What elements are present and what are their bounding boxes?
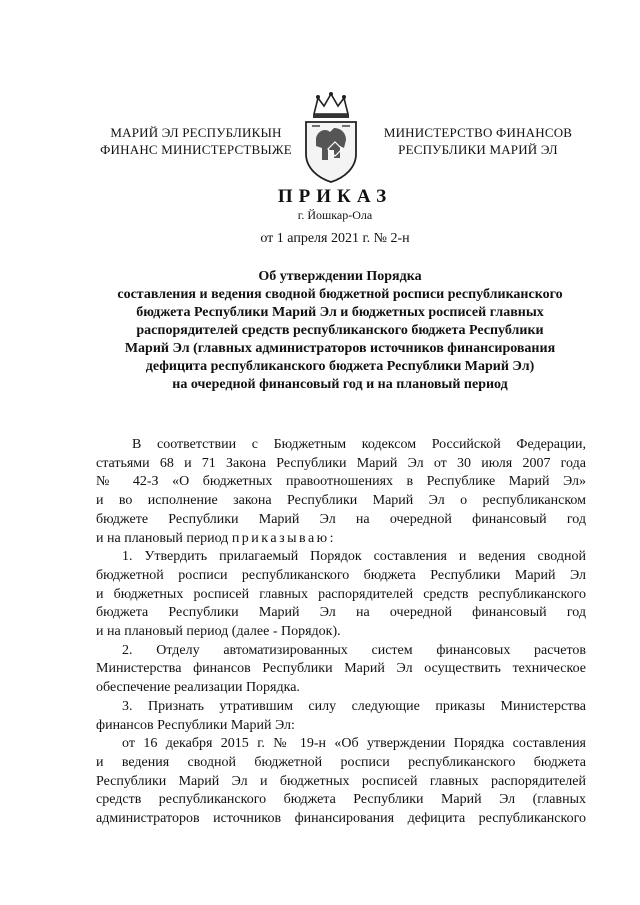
item-3-sub	[96, 735, 586, 829]
header-left-mari	[96, 124, 296, 158]
header-left-line-1: МАРИЙ ЭЛ РЕСПУБЛИКЫН	[110, 125, 282, 140]
subject-line: Марий Эл (главных администраторов источников финансирования	[124, 341, 556, 356]
body-line: обеспечение реализации Порядка.	[96, 680, 300, 696]
subject-line: распорядителей средств республиканского бюджета Республики	[136, 323, 544, 338]
mari-el-coat-of-arms-icon	[300, 92, 362, 184]
body-line: и ведения сводной бюджетной росписи республиканского бюджета	[96, 754, 586, 770]
body-line: № 42-З «О бюджетных правоотношениях в Республике Марий Эл»	[96, 474, 586, 490]
header-right-russian	[378, 124, 578, 158]
body-line: Республики Марий Эл и бюджетных росписей главных распорядителей	[96, 773, 586, 789]
document-title: ПРИКАЗ	[277, 186, 393, 207]
body-line: бюджете Республики Марий Эл на очередной финансовый год	[96, 511, 586, 527]
order-word: приказываю:	[231, 530, 337, 546]
body-line: бюджетной росписи республиканского бюджета Республики Марий Эл	[96, 567, 586, 583]
body-line: от 16 декабря 2015 г. № 19-н «Об утверждении Порядка составления	[122, 736, 586, 752]
body-line: 2. Отделу автоматизированных систем финансовых расчетов	[122, 642, 586, 658]
subject-line: составления и ведения сводной бюджетной росписи республиканского	[117, 287, 563, 302]
header-right-line-2: РЕСПУБЛИКИ МАРИЙ ЭЛ	[398, 142, 558, 157]
body-line: администраторов источников финансирования дефицита республиканского	[96, 811, 586, 827]
item-2	[96, 642, 586, 698]
header-right-line-1: МИНИСТЕРСТВО ФИНАНСОВ	[383, 125, 573, 140]
header-left-line-2: ФИНАНС МИНИСТЕРСТВЫЖЕ	[100, 142, 292, 157]
body-line: бюджета Республики Марий Эл на очередной финансовый год	[96, 605, 586, 621]
subject-line: на очередной финансовый год и на плановый период	[172, 377, 508, 392]
document-date: от 1 апреля 2021 г. № 2-н	[260, 231, 410, 246]
body-line: статьями 68 и 71 Закона Республики Марий Эл от 30 июля 2007 года	[96, 455, 586, 471]
item-1	[96, 548, 586, 642]
body-line: и бюджетных росписей главных распорядителей средств республиканского	[96, 586, 586, 602]
order-body	[96, 436, 586, 829]
item-3	[96, 698, 586, 735]
body-line: и во исполнение закона Республики Марий Эл о республиканском	[96, 493, 586, 509]
document-city: г. Йошкар-Ола	[297, 208, 373, 222]
body-line-last	[96, 530, 586, 549]
body-line: 3. Признать утратившим силу следующие приказы Министерства	[122, 698, 586, 714]
preamble	[96, 436, 586, 548]
order-subject	[80, 268, 600, 394]
preamble-end: и на плановый период	[96, 530, 229, 546]
subject-line: дефицита республиканского бюджета Республики Марий Эл)	[145, 359, 535, 374]
subject-line: Об утверждении Порядка	[258, 269, 422, 284]
body-line: Министерства финансов Республики Марий Эл осуществить техническое	[96, 661, 586, 677]
body-line: 1. Утвердить прилагаемый Порядок составления и ведения сводной	[122, 549, 586, 565]
body-line: В соответствии с Бюджетным кодексом Российской Федерации,	[132, 437, 586, 452]
body-line: и на плановый период (далее - Порядок).	[96, 624, 341, 640]
body-line: средств республиканского бюджета Республики Марий Эл (главных	[96, 792, 586, 808]
body-line: финансов Республики Марий Эл:	[96, 717, 295, 733]
subject-line: бюджета Республики Марий Эл и бюджетных росписей главных	[136, 305, 544, 320]
